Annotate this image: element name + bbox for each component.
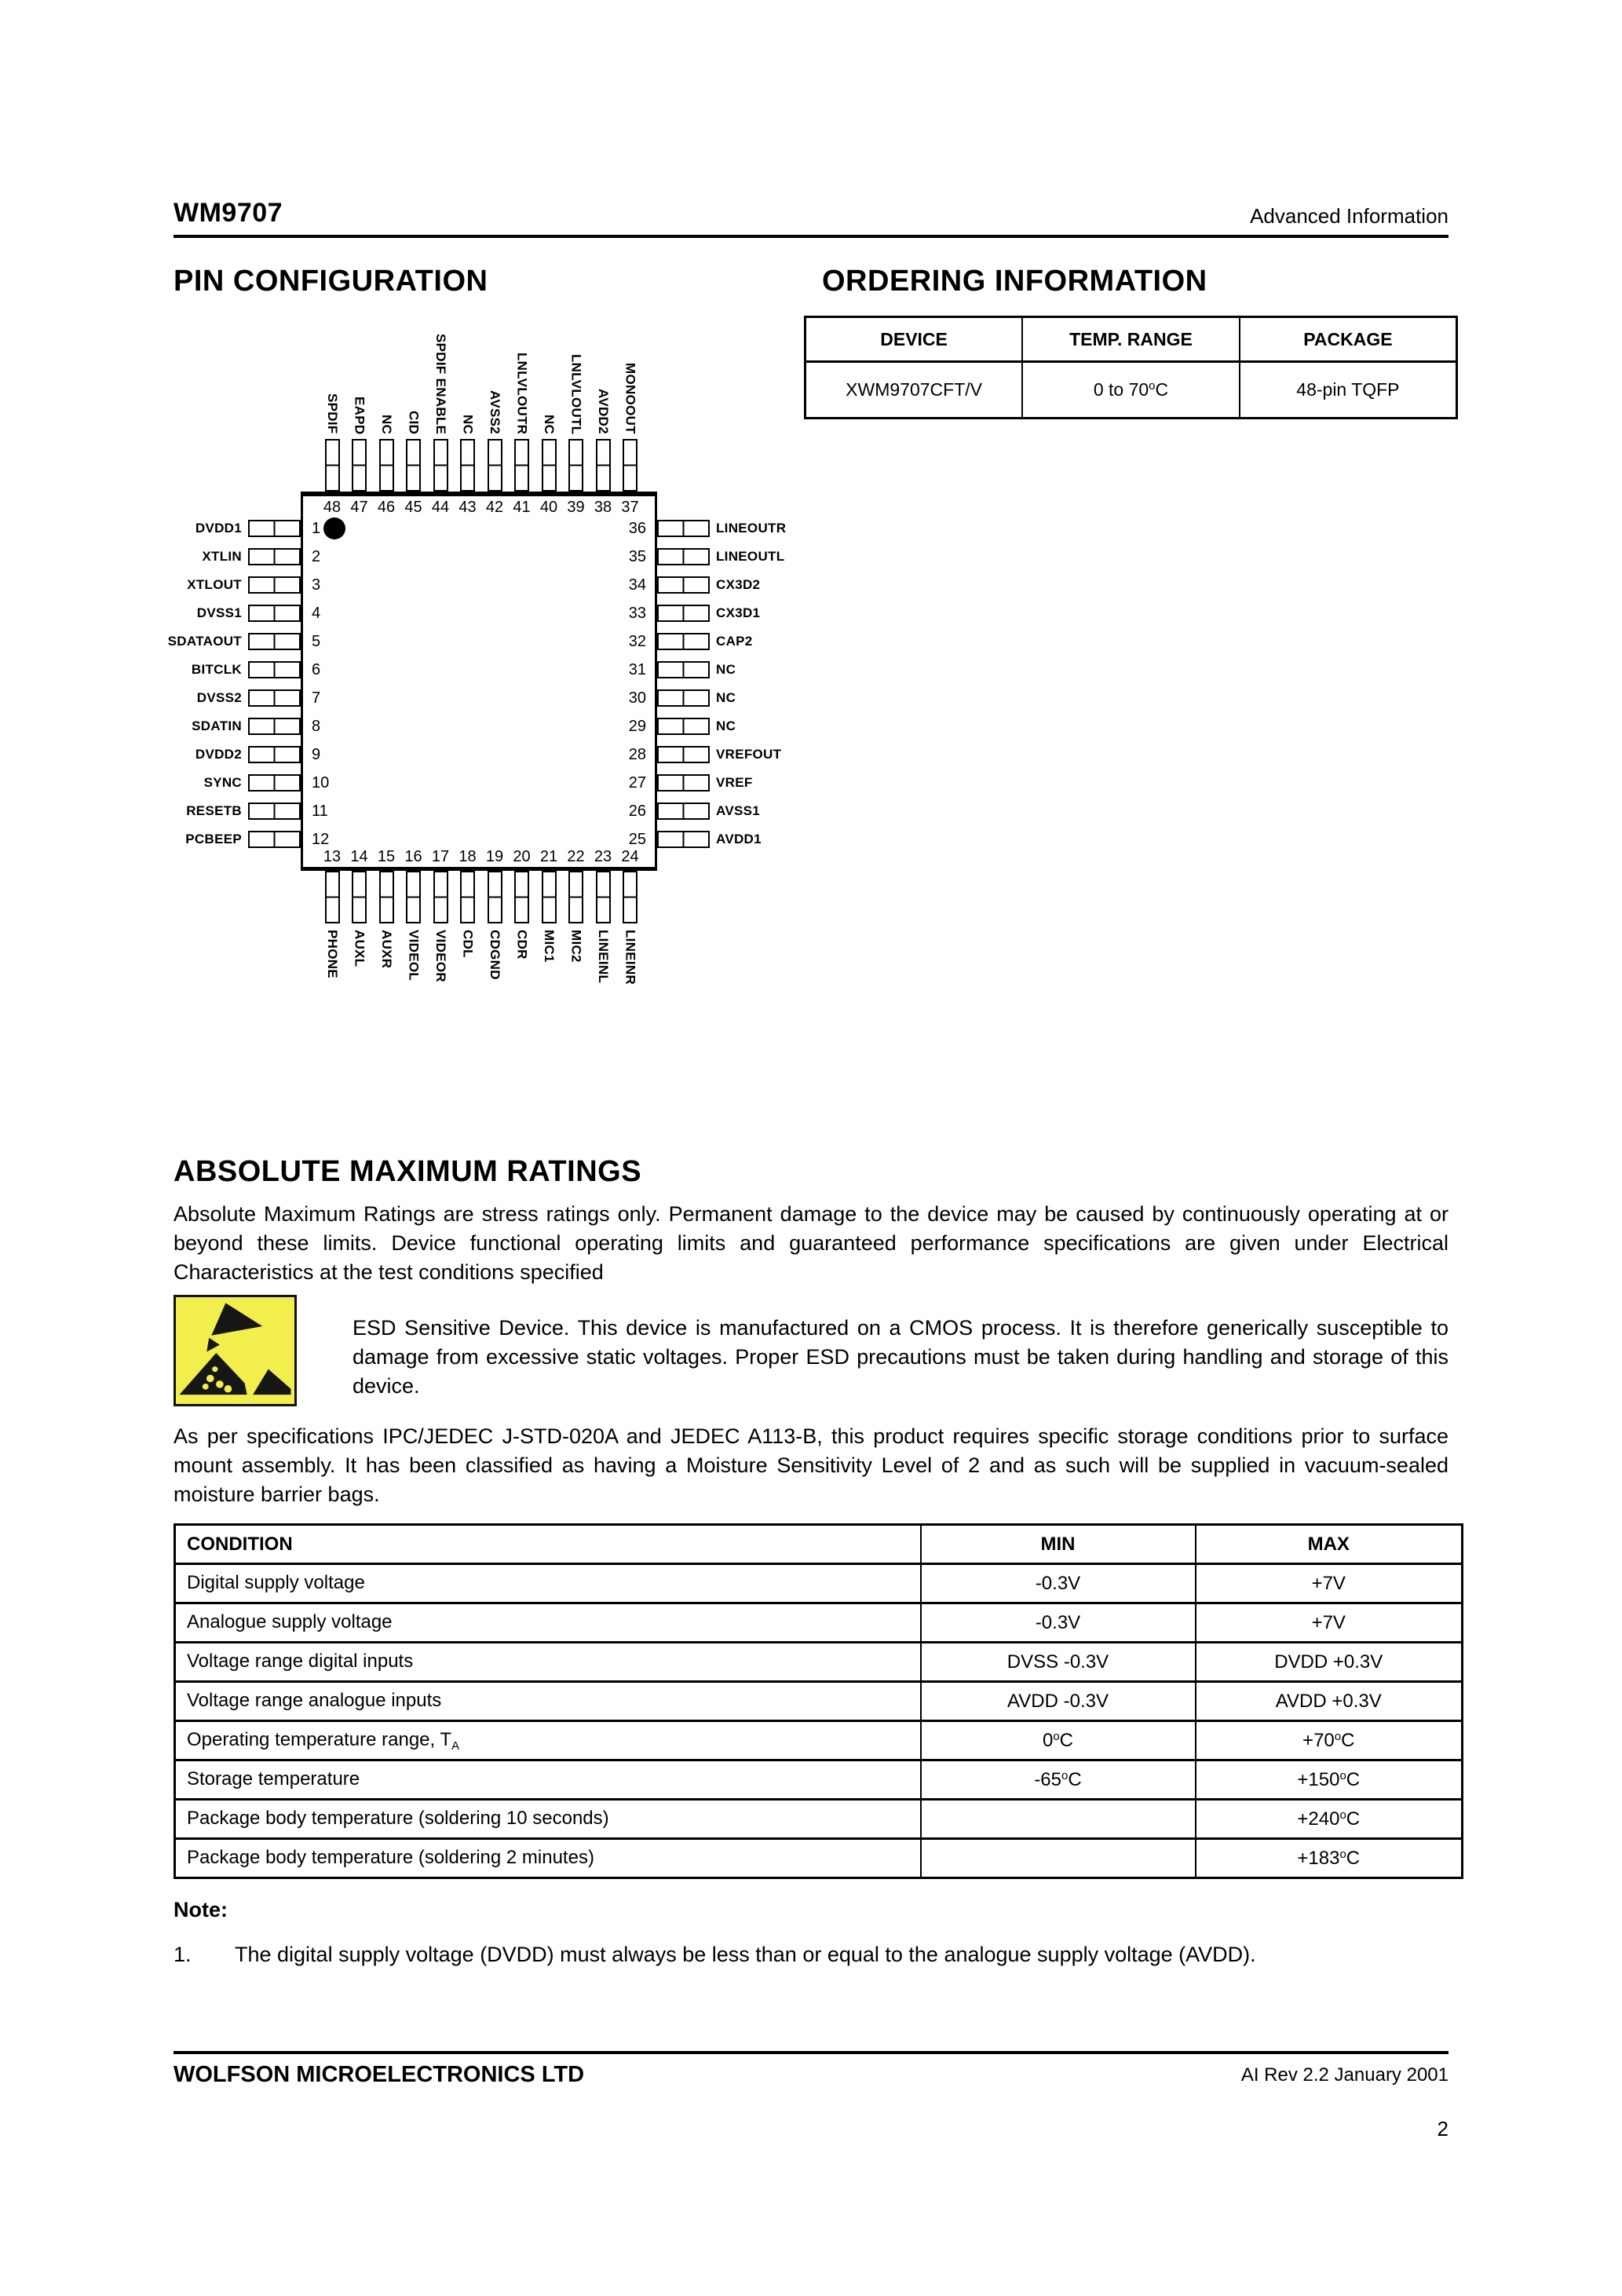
pin-box-15: [379, 871, 394, 923]
pin-label-anchor-22: [568, 930, 585, 1087]
pin-label-26: AVSS1: [716, 803, 760, 818]
temp-value: 0 to 70: [1093, 379, 1149, 400]
ratings-row: [175, 1603, 1463, 1643]
amr-paragraph-1: Absolute Maximum Ratings are stress ratings only. Permanent damage to the device may be caused by continuously operating at or beyond these limits. Device functional operating limits and guaranteed performance specifications are given under Electrical Characteristics at the test conditions specified: [174, 1202, 1448, 1284]
pin-number-29: 29: [628, 718, 646, 735]
max-value: +183: [1297, 1847, 1340, 1869]
pin-label-37: MONOOUT: [623, 363, 638, 434]
pin-label-anchor-44: [432, 302, 449, 434]
pin-box-9: [248, 746, 301, 763]
ratings-cell-condition: [175, 1839, 921, 1878]
pin-box-32: [657, 633, 710, 650]
pin-number-32: 32: [628, 633, 646, 650]
ordering-col-device: DEVICE: [806, 317, 1023, 362]
pin-number-23: 23: [594, 848, 612, 865]
pin-box-28: [657, 746, 710, 763]
pin-label-29: NC: [716, 718, 736, 733]
pin-number-19: 19: [485, 848, 504, 865]
min-value: -0.3V: [1035, 1611, 1081, 1633]
ratings-cell-condition: [175, 1603, 921, 1643]
pin-number-25: 25: [628, 831, 646, 848]
pin-label-18: CDL: [460, 930, 476, 958]
pin-box-6: [248, 661, 301, 678]
pin-label-anchor-43: [459, 302, 477, 434]
pin-label-43: NC: [460, 414, 476, 434]
ratings-row: [175, 1800, 1463, 1839]
ratings-cell-min: [921, 1721, 1196, 1760]
esd-warning-icon: [174, 1295, 297, 1406]
pin-label-35: LINEOUTL: [716, 549, 785, 564]
pin-label-38: AVDD2: [596, 389, 611, 434]
pin-label-20: CDR: [514, 930, 530, 960]
min-unit: C: [1068, 1768, 1082, 1790]
pin-label-24: LINEINR: [623, 930, 638, 985]
max-value: +240: [1297, 1808, 1340, 1830]
pin-label-9: DVDD2: [195, 747, 242, 762]
pin-number-21: 21: [539, 848, 558, 865]
max-value: +70: [1302, 1729, 1335, 1751]
pin-number-8: 8: [312, 718, 321, 735]
header-status-text: Advanced Information: [1250, 204, 1448, 228]
ratings-cell-min: [921, 1800, 1196, 1839]
pin-label-5: SDATAOUT: [167, 634, 242, 649]
pin-number-38: 38: [594, 499, 612, 516]
pin-label-21: MIC1: [542, 930, 557, 963]
pin-label-anchor-23: [594, 930, 612, 1087]
pin-box-47: [352, 439, 367, 492]
pin-label-anchor-16: [405, 930, 422, 1087]
page-number: 2: [1437, 2117, 1448, 2141]
pin-label-45: CID: [406, 410, 422, 434]
pin-configuration-zone: [167, 302, 1448, 1135]
pin-box-17: [433, 871, 448, 923]
pin-label-28: VREFOUT: [716, 747, 782, 762]
pin1-marker-dot: [323, 517, 345, 539]
note-item-number: 1.: [174, 1943, 192, 1966]
ratings-cell-max: [1196, 1760, 1463, 1800]
pin-number-35: 35: [628, 548, 646, 565]
pin-label-36: LINEOUTR: [716, 521, 787, 536]
pin-number-15: 15: [377, 848, 396, 865]
pin-box-43: [460, 439, 475, 492]
pin-box-46: [379, 439, 394, 492]
min-value: AVDD -0.3V: [1007, 1690, 1109, 1712]
condition-text: Operating temperature range, T: [187, 1728, 452, 1750]
pin-label-anchor-41: [513, 302, 531, 434]
pin-box-37: [623, 439, 637, 492]
min-value: -0.3V: [1035, 1572, 1081, 1594]
pin-box-21: [542, 871, 557, 923]
ratings-cell-max: [1196, 1603, 1463, 1643]
pin-number-13: 13: [323, 848, 342, 865]
pin-label-10: SYNC: [203, 775, 242, 790]
pin-label-anchor-17: [432, 930, 449, 1087]
ratings-cell-condition: [175, 1564, 921, 1603]
pin-number-10: 10: [312, 774, 330, 792]
ratings-cell-max: [1196, 1564, 1463, 1603]
pin-box-34: [657, 576, 710, 594]
ratings-row: [175, 1839, 1463, 1878]
pin-number-46: 46: [377, 499, 396, 516]
max-value: DVDD +0.3V: [1274, 1651, 1383, 1673]
note-heading: Note:: [174, 1898, 228, 1921]
note-item-text: The digital supply voltage (DVDD) must always be less than or equal to the analogue supply voltage (AVDD).: [235, 1943, 1256, 1966]
pin-box-16: [406, 871, 421, 923]
ordering-table: [804, 316, 1458, 419]
pin-number-34: 34: [628, 576, 646, 594]
pin-box-11: [248, 803, 301, 820]
pin-label-40: NC: [542, 414, 557, 434]
ratings-col-condition: CONDITION: [175, 1525, 921, 1564]
condition-text: Storage temperature: [187, 1768, 360, 1790]
pin-number-22: 22: [567, 848, 585, 865]
max-sup: o: [1339, 1768, 1346, 1782]
ratings-col-max: MAX: [1196, 1525, 1463, 1564]
pin-box-48: [325, 439, 340, 492]
ratings-header-row: [175, 1525, 1463, 1564]
pin-label-anchor-45: [405, 302, 422, 434]
ratings-cell-min: [921, 1564, 1196, 1603]
max-value: +7V: [1311, 1572, 1346, 1594]
absolute-maximum-ratings-heading: ABSOLUTE MAXIMUM RATINGS: [174, 1155, 642, 1188]
amr-paragraph-2: As per specifications IPC/JEDEC J-STD-020A and JEDEC A113-B, this product requires specific storage conditions prior to surface mount assembly. It has been classified as having a Moisture Sensitivity Level of 2 and as such will be supplied in vacuum-sealed moisture barrier bags.: [174, 1424, 1448, 1506]
min-unit: C: [1059, 1729, 1074, 1751]
pin-number-31: 31: [628, 661, 646, 678]
pin-number-14: 14: [350, 848, 368, 865]
condition-text: Digital supply voltage: [187, 1571, 365, 1593]
pin-label-anchor-37: [622, 302, 639, 434]
condition-text: Voltage range digital inputs: [187, 1650, 414, 1672]
pin-label-anchor-18: [459, 930, 477, 1087]
footer-company: WOLFSON MICROELECTRONICS LTD: [174, 2062, 585, 2087]
pin-number-11: 11: [312, 803, 328, 820]
pin-number-26: 26: [628, 803, 646, 820]
ratings-cell-condition: [175, 1682, 921, 1721]
pin-label-6: BITCLK: [191, 662, 242, 677]
max-value: +150: [1297, 1768, 1340, 1790]
ratings-row: [175, 1721, 1463, 1760]
pin-label-39: LNLVLOUTL: [568, 353, 584, 434]
pin-label-46: NC: [379, 414, 394, 434]
pin-number-17: 17: [431, 848, 450, 865]
pin-number-48: 48: [323, 499, 342, 516]
pin-box-44: [433, 439, 448, 492]
ordering-temp-cell: [1022, 362, 1240, 419]
pin-label-25: AVDD1: [716, 832, 762, 846]
pin-label-12: PCBEEP: [185, 832, 242, 846]
pin-box-35: [657, 548, 710, 565]
pin-number-47: 47: [350, 499, 368, 516]
pin-box-23: [596, 871, 611, 923]
device-title: WM9707: [174, 198, 283, 228]
pin-label-anchor-15: [378, 930, 395, 1087]
max-unit: C: [1346, 1768, 1361, 1790]
pin-box-4: [248, 605, 301, 622]
pin-label-3: XTLOUT: [187, 577, 242, 592]
pin-label-16: VIDEOL: [406, 930, 422, 982]
max-unit: C: [1346, 1847, 1361, 1869]
footer-revision: AI Rev 2.2 January 2001: [1240, 2064, 1448, 2086]
pin-number-43: 43: [458, 499, 477, 516]
temp-unit: C: [1155, 379, 1169, 400]
ratings-cell-min: [921, 1682, 1196, 1721]
pin-box-20: [514, 871, 529, 923]
pin-number-3: 3: [312, 576, 321, 594]
pin-number-40: 40: [539, 499, 558, 516]
min-value: DVSS -0.3V: [1006, 1651, 1109, 1673]
pin-label-23: LINEINL: [596, 930, 611, 984]
pin-number-2: 2: [312, 548, 321, 565]
pin-label-anchor-40: [540, 302, 557, 434]
pin-label-anchor-20: [513, 930, 531, 1087]
pin-box-3: [248, 576, 301, 594]
ordering-device-cell: XWM9707CFT/V: [806, 362, 1023, 419]
pin-label-1: DVDD1: [195, 521, 242, 536]
pin-label-anchor-24: [622, 930, 639, 1087]
pin-label-anchor-38: [594, 302, 612, 434]
pin-label-11: RESETB: [186, 803, 242, 818]
ratings-cell-condition: [175, 1721, 921, 1760]
pin-box-13: [325, 871, 340, 923]
temp-degree-sup: o: [1149, 379, 1156, 393]
ratings-cell-condition: [175, 1800, 921, 1839]
ratings-row: [175, 1760, 1463, 1800]
max-sup: o: [1339, 1808, 1346, 1822]
esd-warning-row: [174, 1295, 1448, 1406]
pin-number-30: 30: [628, 689, 646, 707]
pin-label-anchor-19: [486, 930, 503, 1087]
pin-number-16: 16: [404, 848, 422, 865]
ratings-cell-min: [921, 1839, 1196, 1878]
ratings-row: [175, 1643, 1463, 1682]
ordering-information-heading: ORDERING INFORMATION: [822, 265, 1207, 298]
ordering-header-row: [806, 317, 1457, 362]
pin-box-30: [657, 689, 710, 707]
ratings-cell-max: [1196, 1800, 1463, 1839]
pin-box-39: [568, 439, 583, 492]
pin-label-13: PHONE: [325, 930, 340, 978]
pin-label-anchor-46: [378, 302, 395, 434]
pin-label-19: CDGND: [488, 930, 502, 980]
pin-label-22: MIC2: [568, 930, 584, 963]
pin-box-29: [657, 718, 710, 735]
pin-box-36: [657, 520, 710, 537]
ordering-data-row: [806, 362, 1457, 419]
ratings-cell-max: [1196, 1839, 1463, 1878]
pin-number-36: 36: [628, 520, 646, 537]
pin-number-45: 45: [404, 499, 422, 516]
pin-configuration-heading: PIN CONFIGURATION: [174, 265, 488, 298]
pin-number-7: 7: [312, 689, 321, 707]
pin-box-7: [248, 689, 301, 707]
ratings-cell-min: [921, 1760, 1196, 1800]
pin-box-12: [248, 831, 301, 848]
pin-box-31: [657, 661, 710, 678]
pin-box-33: [657, 605, 710, 622]
ratings-cell-condition: [175, 1643, 921, 1682]
pin-label-27: VREF: [716, 775, 753, 790]
max-unit: C: [1346, 1808, 1361, 1830]
ratings-row: [175, 1564, 1463, 1603]
condition-text: Analogue supply voltage: [187, 1610, 393, 1632]
max-sup: o: [1334, 1729, 1342, 1743]
pin-label-33: CX3D1: [716, 605, 761, 620]
min-sup: o: [1053, 1729, 1060, 1743]
pin-label-15: AUXR: [379, 930, 394, 969]
ratings-col-min: MIN: [921, 1525, 1196, 1564]
page-header: [174, 198, 1448, 238]
pin-box-45: [406, 439, 421, 492]
pin-number-28: 28: [628, 746, 646, 763]
ratings-row: [175, 1682, 1463, 1721]
pin-label-anchor-42: [486, 302, 503, 434]
pin-number-4: 4: [312, 605, 321, 622]
pin-number-6: 6: [312, 661, 321, 678]
note-item: [174, 1943, 1448, 1967]
pin-number-27: 27: [628, 774, 646, 792]
pin-number-33: 33: [628, 605, 646, 622]
pin-box-19: [488, 871, 502, 923]
ratings-cell-max: [1196, 1682, 1463, 1721]
pin-number-1: 1: [312, 520, 321, 537]
pin-label-anchor-47: [351, 302, 368, 434]
condition-sub: A: [451, 1738, 460, 1753]
pin-box-8: [248, 718, 301, 735]
ratings-cell-max: [1196, 1721, 1463, 1760]
pin-box-14: [352, 871, 367, 923]
pin-box-2: [248, 548, 301, 565]
pin-number-24: 24: [621, 848, 639, 865]
pin-number-9: 9: [312, 746, 321, 763]
pin-number-12: 12: [312, 831, 330, 848]
pin-number-20: 20: [513, 848, 531, 865]
pin-box-41: [514, 439, 529, 492]
ratings-cell-max: [1196, 1643, 1463, 1682]
pin-box-38: [596, 439, 611, 492]
pin-box-42: [488, 439, 502, 492]
pin-label-44: SPDIF ENABLE: [433, 333, 448, 434]
pin-box-10: [248, 774, 301, 792]
esd-warning-text: ESD Sensitive Device. This device is manufactured on a CMOS process. It is therefore generically susceptible to damage from excessive static voltages. Proper ESD precautions must be taken during handling and storage of this device.: [353, 1316, 1448, 1398]
pin-number-39: 39: [567, 499, 585, 516]
ratings-table: [174, 1523, 1463, 1879]
pin-label-anchor-48: [323, 302, 341, 434]
pin-label-34: CX3D2: [716, 577, 761, 592]
pin-box-22: [568, 871, 583, 923]
pin-box-18: [460, 871, 475, 923]
ratings-cell-min: [921, 1643, 1196, 1682]
pin-label-31: NC: [716, 662, 736, 677]
ratings-cell-min: [921, 1603, 1196, 1643]
pin-number-42: 42: [485, 499, 504, 516]
pin-box-25: [657, 831, 710, 848]
pin-number-44: 44: [431, 499, 450, 516]
pin-label-41: LNLVLOUTR: [514, 352, 530, 434]
condition-text: Package body temperature (soldering 2 minutes): [187, 1846, 594, 1868]
pin-label-anchor-14: [351, 930, 368, 1087]
ordering-package-cell: 48-pin TQFP: [1240, 362, 1457, 419]
pin-box-5: [248, 633, 301, 650]
pin-box-1: [248, 520, 301, 537]
max-value: AVDD +0.3V: [1275, 1690, 1382, 1712]
ordering-col-temp: TEMP. RANGE: [1022, 317, 1240, 362]
pin-label-30: NC: [716, 690, 736, 705]
page-footer: [174, 2051, 1448, 2088]
pin-label-4: DVSS1: [196, 605, 242, 620]
pin-label-42: AVSS2: [488, 390, 502, 434]
ordering-col-package: PACKAGE: [1240, 317, 1457, 362]
pin-number-18: 18: [458, 848, 477, 865]
min-value: -65: [1034, 1768, 1061, 1790]
pin-label-17: VIDEOR: [433, 930, 448, 982]
condition-text: Package body temperature (soldering 10 seconds): [187, 1807, 609, 1829]
pin-label-anchor-39: [568, 302, 585, 434]
pin-label-32: CAP2: [716, 634, 753, 649]
pin-label-48: SPDIF: [325, 393, 340, 434]
pin-number-41: 41: [513, 499, 531, 516]
condition-text: Voltage range analogue inputs: [187, 1689, 442, 1711]
pin-label-2: XTLIN: [202, 549, 242, 564]
pin-number-37: 37: [621, 499, 639, 516]
pin-number-5: 5: [312, 633, 321, 650]
pin-box-24: [623, 871, 637, 923]
pin-label-47: EAPD: [352, 396, 367, 434]
min-sup: o: [1061, 1768, 1069, 1782]
pin-label-14: AUXL: [352, 930, 367, 967]
section-heading-row: [174, 265, 1448, 302]
pin-label-7: DVSS2: [196, 690, 242, 705]
ratings-cell-condition: [175, 1760, 921, 1800]
chip-body: [301, 492, 657, 871]
min-value: 0: [1042, 1729, 1054, 1751]
max-sup: o: [1339, 1847, 1346, 1861]
pin-label-anchor-13: [323, 930, 341, 1087]
max-value: +7V: [1311, 1611, 1346, 1633]
pin-box-27: [657, 774, 710, 792]
pin-label-anchor-21: [540, 930, 557, 1087]
pin-box-26: [657, 803, 710, 820]
max-unit: C: [1341, 1729, 1355, 1751]
pin-box-40: [542, 439, 557, 492]
pin-label-8: SDATIN: [192, 718, 242, 733]
